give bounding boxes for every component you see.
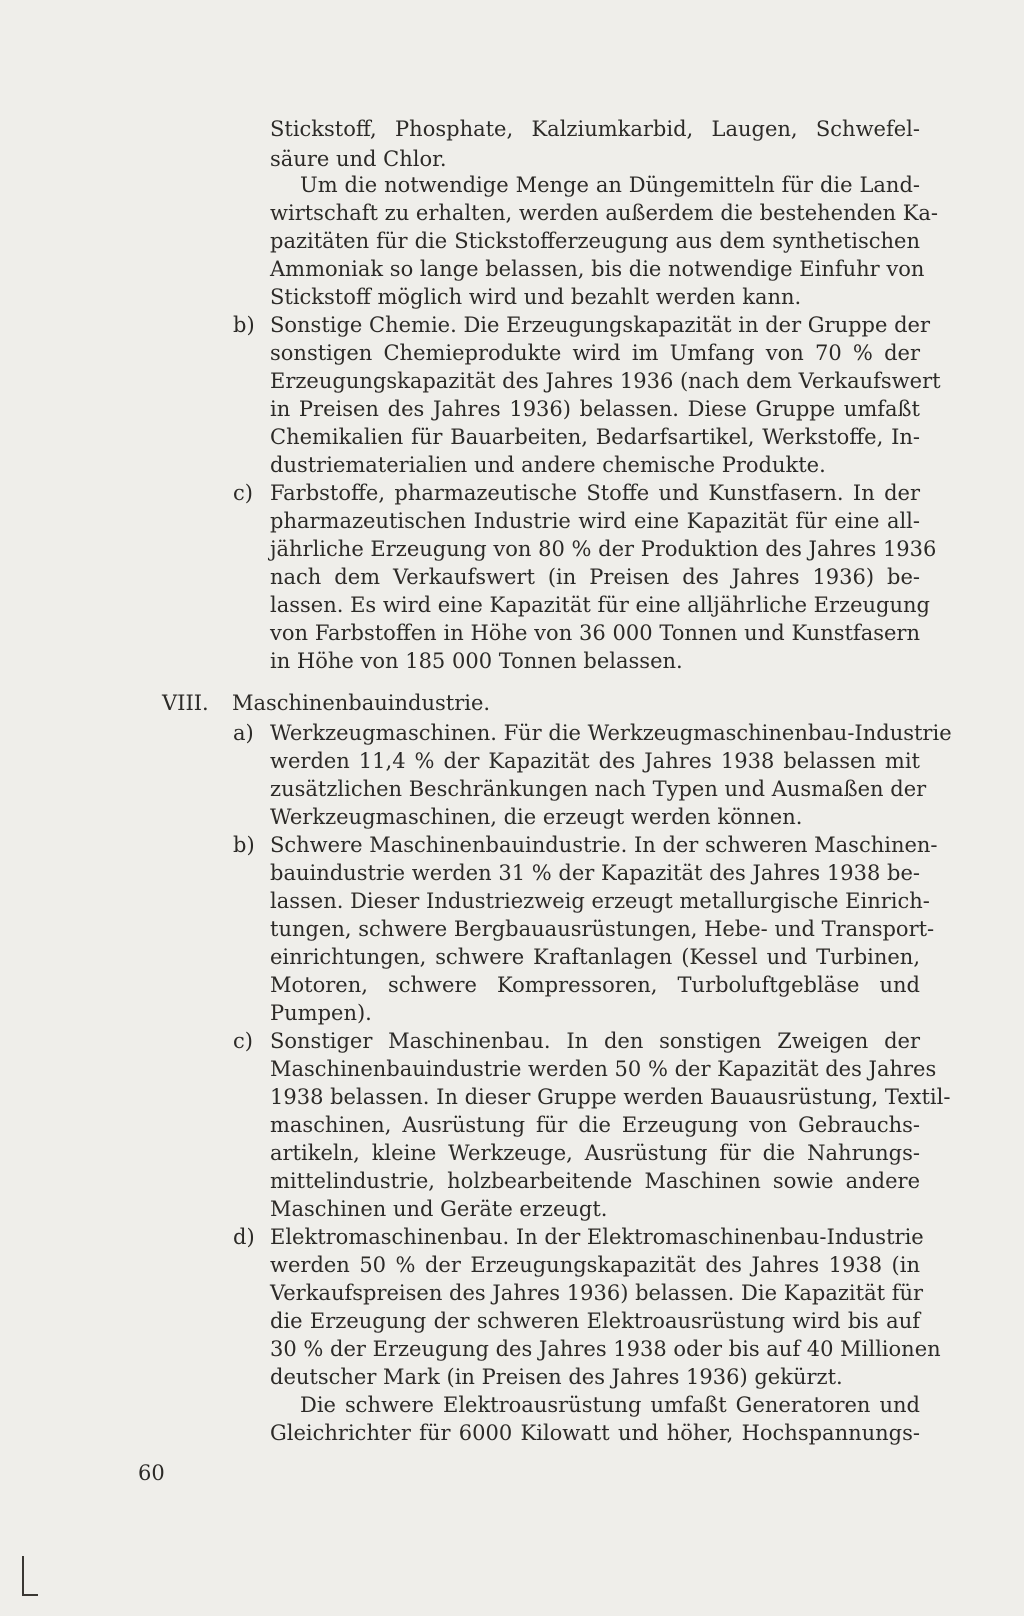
text-line: Farbstoffe, pharmazeutische Stoffe und Kunstfasern. In der <box>270 481 920 505</box>
text-line: sonstigen Chemieprodukte wird im Umfang von 70 % der <box>270 341 920 365</box>
section-title: Maschinenbauindustrie. <box>232 691 491 715</box>
text-line: Werkzeugmaschinen, die erzeugt werden können. <box>270 805 803 829</box>
text-line: pharmazeutischen Industrie wird eine Kapazität für eine all- <box>270 509 920 533</box>
list-marker: a) <box>233 721 254 745</box>
text-line: Sonstiger Maschinenbau. In den sonstigen Zweigen der <box>270 1029 920 1053</box>
text-line: in Höhe von 185 000 Tonnen belassen. <box>270 649 683 673</box>
list-marker: b) <box>233 313 255 337</box>
text-line: Gleichrichter für 6000 Kilowatt und höher, Hochspannungs- <box>270 1421 920 1445</box>
text-line: Ammoniak so lange belassen, bis die notwendige Einfuhr von <box>270 257 925 281</box>
text-line: werden 11,4 % der Kapazität des Jahres 1938 belassen mit <box>270 749 920 773</box>
text-line: Elektromaschinenbau. In der Elektromaschinenbau-Industrie <box>270 1225 924 1249</box>
text-line: einrichtungen, schwere Kraftanlagen (Kessel und Turbinen, <box>270 945 920 969</box>
text-line: die Erzeugung der schweren Elektroausrüstung wird bis auf <box>270 1309 920 1333</box>
text-line: maschinen, Ausrüstung für die Erzeugung von Gebrauchs- <box>270 1113 920 1137</box>
list-marker: c) <box>233 1029 253 1053</box>
list-marker: c) <box>233 481 253 505</box>
text-line: Erzeugungskapazität des Jahres 1936 (nach dem Verkaufswert <box>270 369 941 393</box>
text-line: wirtschaft zu erhalten, werden außerdem die bestehenden Ka- <box>270 201 939 225</box>
text-line: Stickstoff, Phosphate, Kalziumkarbid, Laugen, Schwefel- <box>270 117 920 141</box>
text-line: mittelindustrie, holzbearbeitende Maschinen sowie andere <box>270 1169 920 1193</box>
text-line: Maschinenbauindustrie werden 50 % der Kapazität des Jahres <box>270 1057 937 1081</box>
text-line: lassen. Dieser Industriezweig erzeugt metallurgische Einrich- <box>270 889 930 913</box>
text-line: Um die notwendige Menge an Düngemitteln für die Land- <box>300 173 920 197</box>
text-line: Verkaufspreisen des Jahres 1936) belassen. Die Kapazität für <box>270 1281 924 1305</box>
text-line: Sonstige Chemie. Die Erzeugungskapazität in der Gruppe der <box>270 313 931 337</box>
text-line: Motoren, schwere Kompressoren, Turboluftgebläse und <box>270 973 920 997</box>
crop-mark <box>22 1556 24 1596</box>
text-line: zusätzlichen Beschränkungen nach Typen und Ausmaßen der <box>270 777 927 801</box>
text-line: werden 50 % der Erzeugungskapazität des Jahres 1938 (in <box>270 1253 920 1277</box>
text-line: Maschinen und Geräte erzeugt. <box>270 1197 608 1221</box>
text-line: dustriematerialien und andere chemische Produkte. <box>270 453 826 477</box>
text-line: Werkzeugmaschinen. Für die Werkzeugmaschinenbau-Industrie <box>270 721 952 745</box>
text-line: Chemikalien für Bauarbeiten, Bedarfsartikel, Werkstoffe, In- <box>270 425 920 449</box>
text-line: deutscher Mark (in Preisen des Jahres 1936) gekürzt. <box>270 1365 843 1389</box>
text-line: lassen. Es wird eine Kapazität für eine alljährliche Erzeugung <box>270 593 930 617</box>
section-number: VIII. <box>162 691 209 715</box>
text-line: Pumpen). <box>270 1001 372 1025</box>
text-line: von Farbstoffen in Höhe von 36 000 Tonnen und Kunstfasern <box>270 621 920 645</box>
text-line: in Preisen des Jahres 1936) belassen. Diese Gruppe umfaßt <box>270 397 920 421</box>
text-line: tungen, schwere Bergbauausrüstungen, Hebe- und Transport- <box>270 917 935 941</box>
text-line: bauindustrie werden 31 % der Kapazität des Jahres 1938 be- <box>270 861 920 885</box>
text-line: 1938 belassen. In dieser Gruppe werden Bauausrüstung, Textil- <box>270 1085 951 1109</box>
text-line: nach dem Verkaufswert (in Preisen des Jahres 1936) be- <box>270 565 920 589</box>
list-marker: b) <box>233 833 255 857</box>
text-line: säure und Chlor. <box>270 147 447 171</box>
text-line: jährliche Erzeugung von 80 % der Produktion des Jahres 1936 <box>270 537 937 561</box>
list-marker: d) <box>233 1225 255 1249</box>
text-line: Stickstoff möglich wird und bezahlt werden kann. <box>270 285 802 309</box>
text-line: Die schwere Elektroausrüstung umfaßt Generatoren und <box>300 1393 920 1417</box>
text-line: 30 % der Erzeugung des Jahres 1938 oder bis auf 40 Millionen <box>270 1337 941 1361</box>
text-line: pazitäten für die Stickstofferzeugung aus dem synthetischen <box>270 229 920 253</box>
text-line: artikeln, kleine Werkzeuge, Ausrüstung für die Nahrungs- <box>270 1141 920 1165</box>
page-number: 60 <box>138 1461 165 1485</box>
text-line: Schwere Maschinenbauindustrie. In der schweren Maschinen- <box>270 833 938 857</box>
